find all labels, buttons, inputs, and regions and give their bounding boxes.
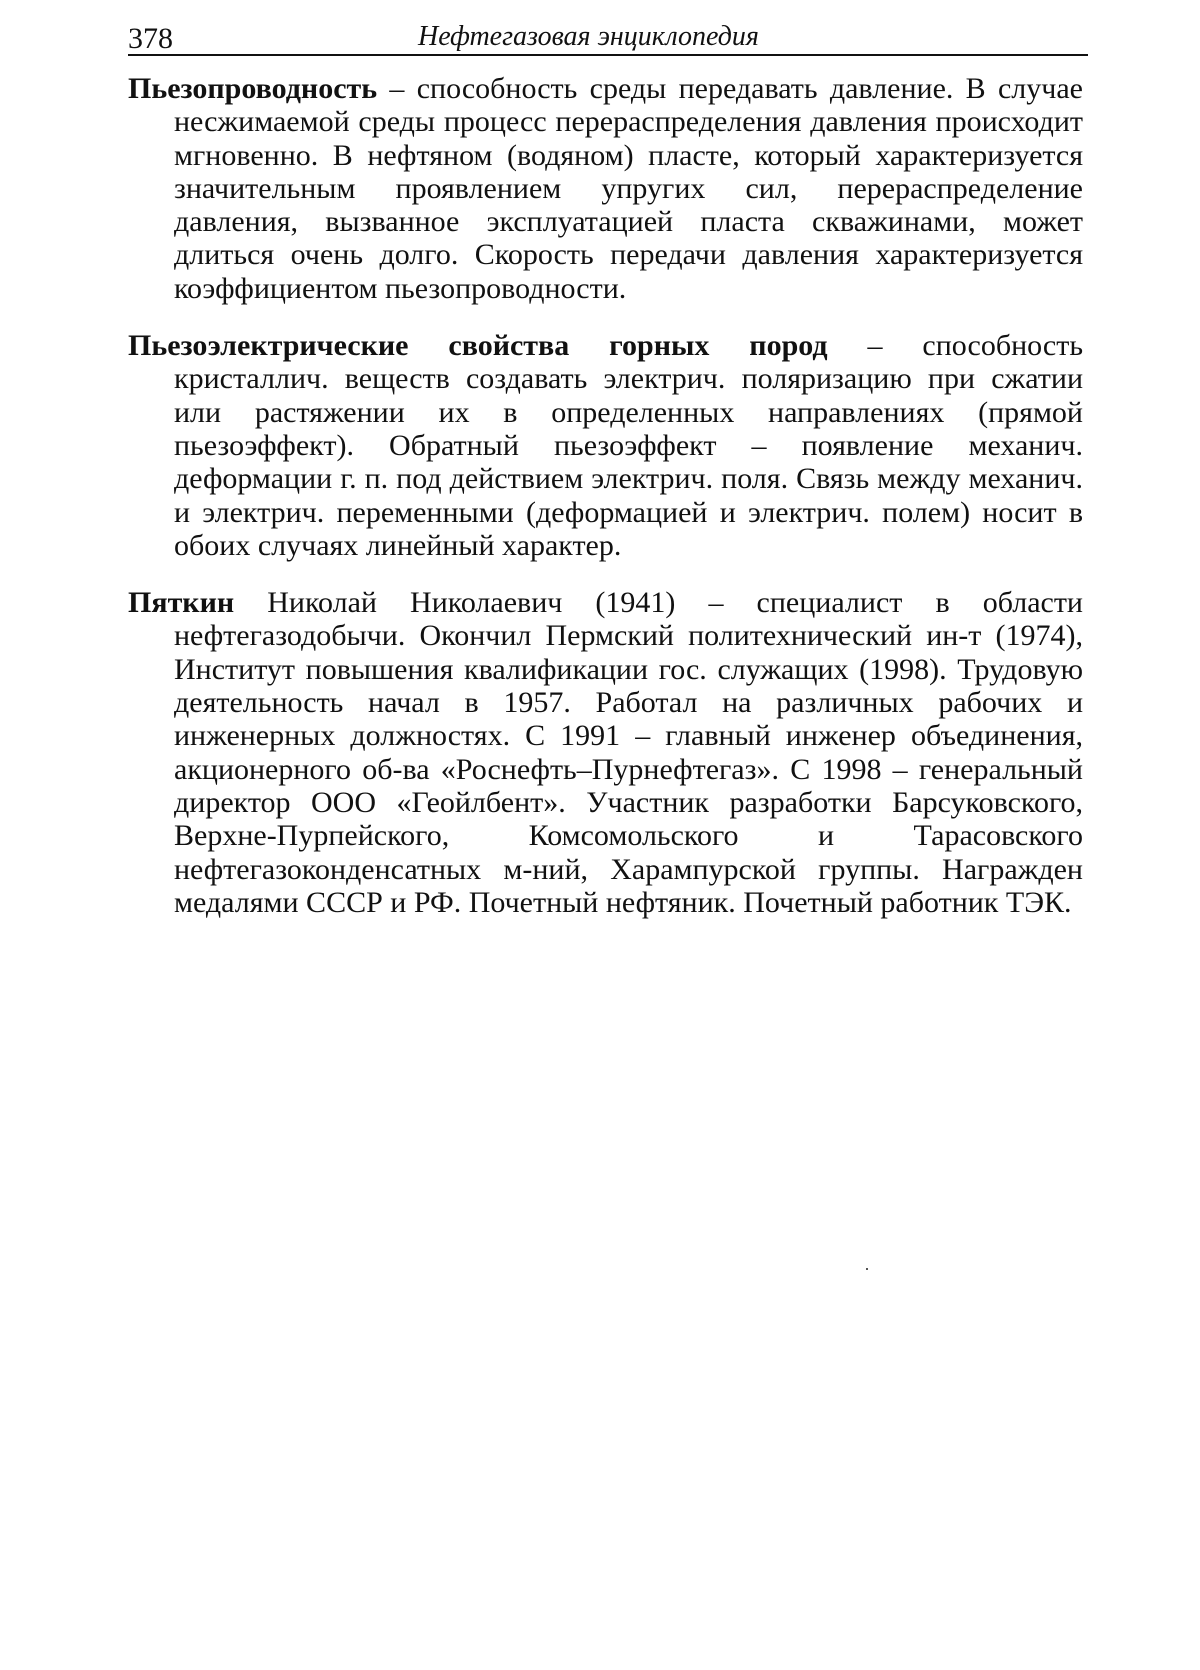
entry-pyatkin (128, 586, 1083, 919)
entry-term: Пьезопроводность (128, 72, 378, 105)
entry-text: – способность среды передавать давление. В случае несжимаемой среды процесс перераспределения давления происходит мгновенно. В нефтяном (водяном) пласте, который характеризуется значительным проявлением упругих сил, перераспределение давления, вызванное эксплуатацией пласта скважинами, может длиться очень долго. Скорость передачи давления характеризуется коэффициентом пьезопроводности. (174, 72, 1083, 305)
entry-text: – способность кристаллич. веществ создавать электрич. поляризацию при сжатии или растяжении их в определенных направлениях (прямой пьезоэффект). Обратный пьезоэффект – появление механич. деформации г. п. под действием электрич. поля. Связь между механич. и электрич. переменными (деформацией и электрич. полем) носит в обоих случаях линейный характер. (174, 329, 1083, 562)
header-rule (128, 54, 1088, 56)
entry-piezoelectric-properties (128, 329, 1083, 562)
page-number: 378 (128, 22, 173, 55)
entry-text: Николай Николаевич (1941) – специалист в области нефтегазодобычи. Окончил Пермский политехнический ин-т (1974), Институт повышения квалификации гос. служащих (1998). Трудовую деятельность начал в 1957. Работал на различных рабочих и инженерных должностях. С 1991 – главный инженер объединения, акционерного об-ва «Роснефть–Пурнефтегаз». С 1998 – генеральный директор ООО «Геойлбент». Участник разработки Барсуковского, Верхне-Пурпейского, Комсомольского и Тарасовского нефтегазоконденсатных м-ний, Харампурской группы. Награжден медалями СССР и РФ. Почетный нефтяник. Почетный работник ТЭК. (174, 586, 1083, 919)
running-head (128, 16, 1088, 54)
scan-speck (866, 1268, 868, 1270)
entry-piezoconductivity (128, 72, 1083, 305)
entry-term: Пяткин (128, 586, 235, 620)
running-title: Нефтегазовая энциклопедия (418, 21, 759, 52)
entry-term: Пьезоэлектрические свойства горных пород (128, 329, 828, 363)
entries-list (128, 72, 1083, 943)
